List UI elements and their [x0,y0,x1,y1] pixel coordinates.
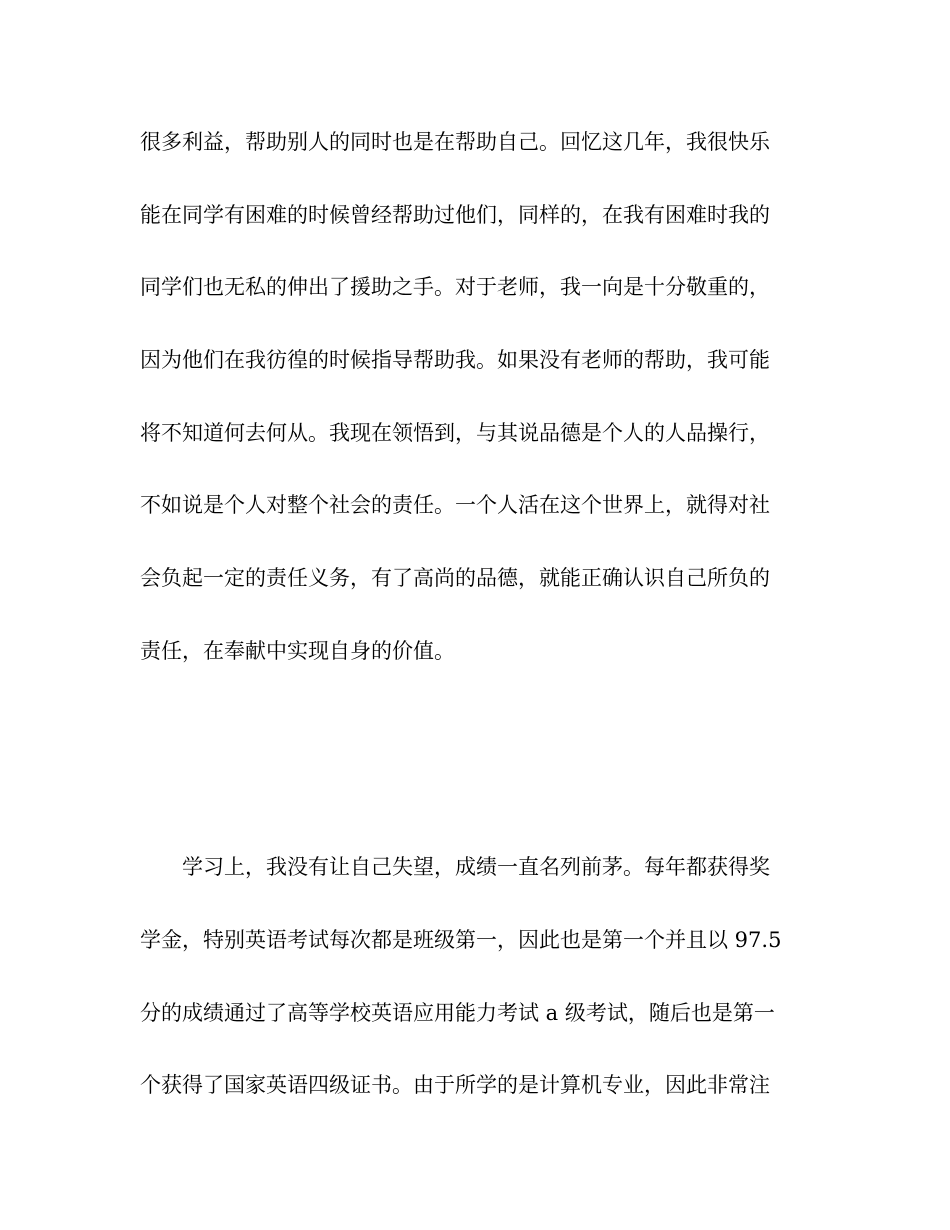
paragraph-1-line-3: 同学们也无私的伸出了援助之手。对于老师，我一向是十分敬重的， [140,275,770,299]
paragraph-2-line-4: 个获得了国家英语四级证书。由于所学的是计算机专业，因此非常注 [140,1073,770,1097]
paragraph-1-line-5: 将不知道何去何从。我现在领悟到，与其说品德是个人的人品操行， [140,421,770,445]
paragraph-1-line-1: 很多利益，帮助别人的同时也是在帮助自己。回忆这几年，我很快乐 [140,130,770,154]
paragraph-2-line-2: 学金，特别英语考试每次都是班级第一，因此也是第一个并且以 97.5 [140,928,782,952]
paragraph-2-line-3: 分的成绩通过了高等学校英语应用能力考试 a 级考试，随后也是第一 [140,1001,775,1025]
paragraph-1-line-8: 责任，在奉献中实现自身的价值。 [140,639,455,663]
paragraph-1-line-7: 会负起一定的责任义务，有了高尚的品德，就能正确认识自己所负的 [140,566,770,590]
paragraph-2-line-1: 学习上，我没有让自己失望，成绩一直名列前茅。每年都获得奖 [182,855,770,879]
paragraph-1-line-4: 因为他们在我彷徨的时候指导帮助我。如果没有老师的帮助，我可能 [140,348,770,372]
paragraph-1-line-2: 能在同学有困难的时候曾经帮助过他们，同样的，在我有困难时我的 [140,203,770,227]
paragraph-1-line-6: 不如说是个人对整个社会的责任。一个人活在这个世界上，就得对社 [140,493,770,517]
